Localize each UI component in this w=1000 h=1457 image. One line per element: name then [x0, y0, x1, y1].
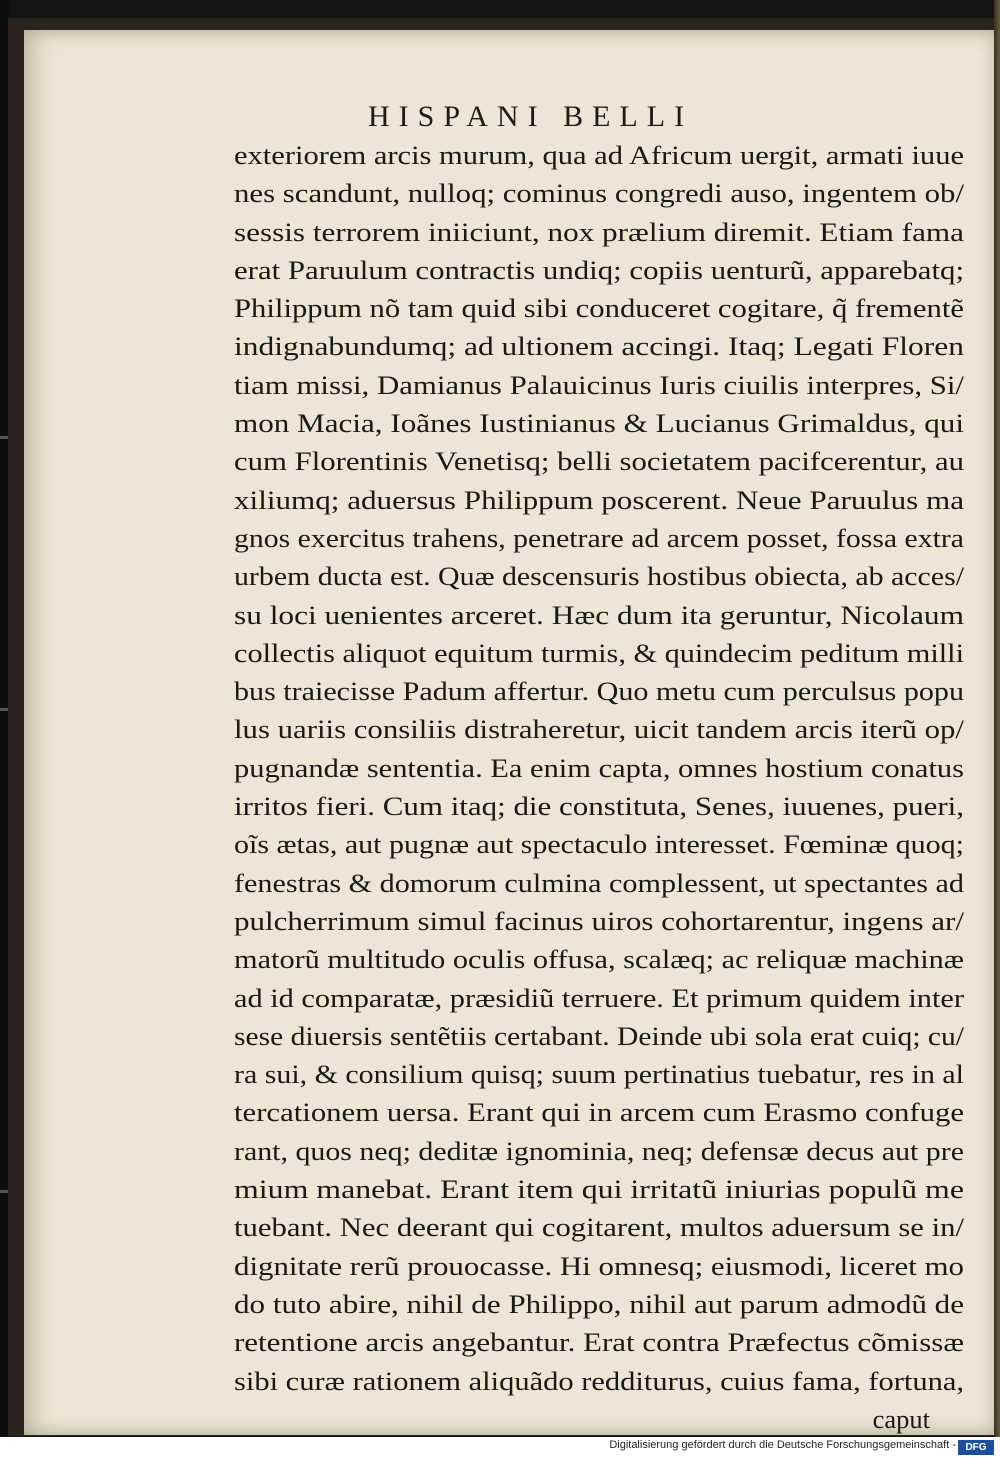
text-line: retentione arcis angebantur. Erat contra Præfectus cõmissæ [234, 1327, 964, 1358]
text-line: lus uariis consiliis distraheretur, uicit tandem arcis iterũ op/ [234, 714, 964, 745]
text-line: sibi curæ rationem aliquãdo redditurus, cuius fama, fortuna, [234, 1365, 964, 1396]
text-line: erat Paruulum contractis undiq; copiis uenturũ, apparebatq; [234, 254, 964, 285]
footer-bar [0, 1437, 1000, 1457]
page-edge-right [994, 0, 1000, 1457]
text-line: bus traiecisse Padum affertur. Quo metu cum perculsus popu [234, 676, 964, 707]
text-line: mon Macia, Ioãnes Iustinianus & Lucianus Grimaldus, qui [234, 408, 964, 439]
text-line: su loci uenientes arceret. Hæc dum ita geruntur, Nicolaum [234, 599, 964, 630]
text-line: mium manebat. Erant item qui irritatũ iniurias populũ me [234, 1174, 964, 1205]
text-line: collectis aliquot equitum turmis, & quindecim peditum milli [234, 637, 964, 668]
text-line: dignitate rerũ prouocasse. Hi omnesq; eiusmodi, liceret mo [234, 1250, 965, 1281]
text-line: tiam missi, Damianus Palauicinus Iuris ciuilis interpres, Si/ [234, 369, 964, 400]
text-line: matorũ multitudo oculis offusa, scalæq; ac reliquæ machinæ [234, 944, 964, 975]
text-line: Philippum nõ tam quid sibi conduceret cogitare, q̃ frementẽ [234, 293, 964, 324]
text-line: indignabundumq; ad ultionem accingi. Itaq; Legati Floren [234, 331, 964, 362]
text-line: irritos fieri. Cum itaq; die constituta, Senes, iuuenes, pueri, [234, 791, 964, 822]
text-line: do tuto abire, nihil de Philippo, nihil aut parum admodũ de [234, 1288, 964, 1319]
catchword: caput [872, 1403, 930, 1434]
footer-credit: Digitalisierung gefördert durch die Deutsche Forschungsgemeinschaft - [609, 1439, 956, 1451]
text-line: pulcherrimum simul facinus uiros cohortarentur, ingens ar/ [234, 905, 964, 936]
text-line: rant, quos neq; deditæ ignominia, neq; defensæ decus aut pre [234, 1135, 964, 1166]
text-line: exteriorem arcis murum, qua ad Africum uergit, armati iuue [234, 140, 964, 170]
dfg-logo-icon: DFG [958, 1440, 994, 1455]
text-line: oĩs ætas, aut pugnæ aut spectaculo interesset. Fœminæ quoq; [234, 829, 964, 860]
text-line: cum Florentinis Venetisq; belli societatem pacifcerentur, au [234, 446, 964, 477]
text-line: gnos exercitus trahens, penetrare ad arcem posset, fossa extra [234, 522, 964, 553]
text-line: xiliumq; aduersus Philippum poscerent. Neue Paruulus ma [234, 484, 964, 515]
text-line: tercationem uersa. Erant qui in arcem cum Erasmo confuge [234, 1097, 964, 1128]
running-head: HISPANI BELLI [368, 100, 694, 133]
text-line: ra sui, & consilium quisq; suum pertinatius tuebatur, res in al [234, 1059, 964, 1090]
text-line: nes scandunt, nulloq; cominus congredi auso, ingentem ob/ [234, 178, 964, 209]
body-text [234, 136, 964, 1438]
text-line: urbem ducta est. Quæ descensuris hostibus obiecta, ab acces/ [234, 561, 964, 592]
text-line: pugnandæ sententia. Ea enim capta, omnes hostium conatus [234, 752, 964, 783]
text-line: fenestras & domorum culmina complessent, ut spectantes ad [234, 867, 964, 898]
text-line: sese diuersis sentẽtiis certabant. Deinde ubi sola erat cuiq; cu/ [234, 1020, 964, 1051]
text-line: sessis terrorem iniiciunt, nox prælium diremit. Etiam fama [234, 216, 964, 247]
text-line: tuebant. Nec deerant qui cogitarent, multos aduersum se in/ [234, 1212, 964, 1243]
text-line: ad id comparatæ, præsidiũ terruere. Et primum quidem inter [234, 982, 964, 1013]
